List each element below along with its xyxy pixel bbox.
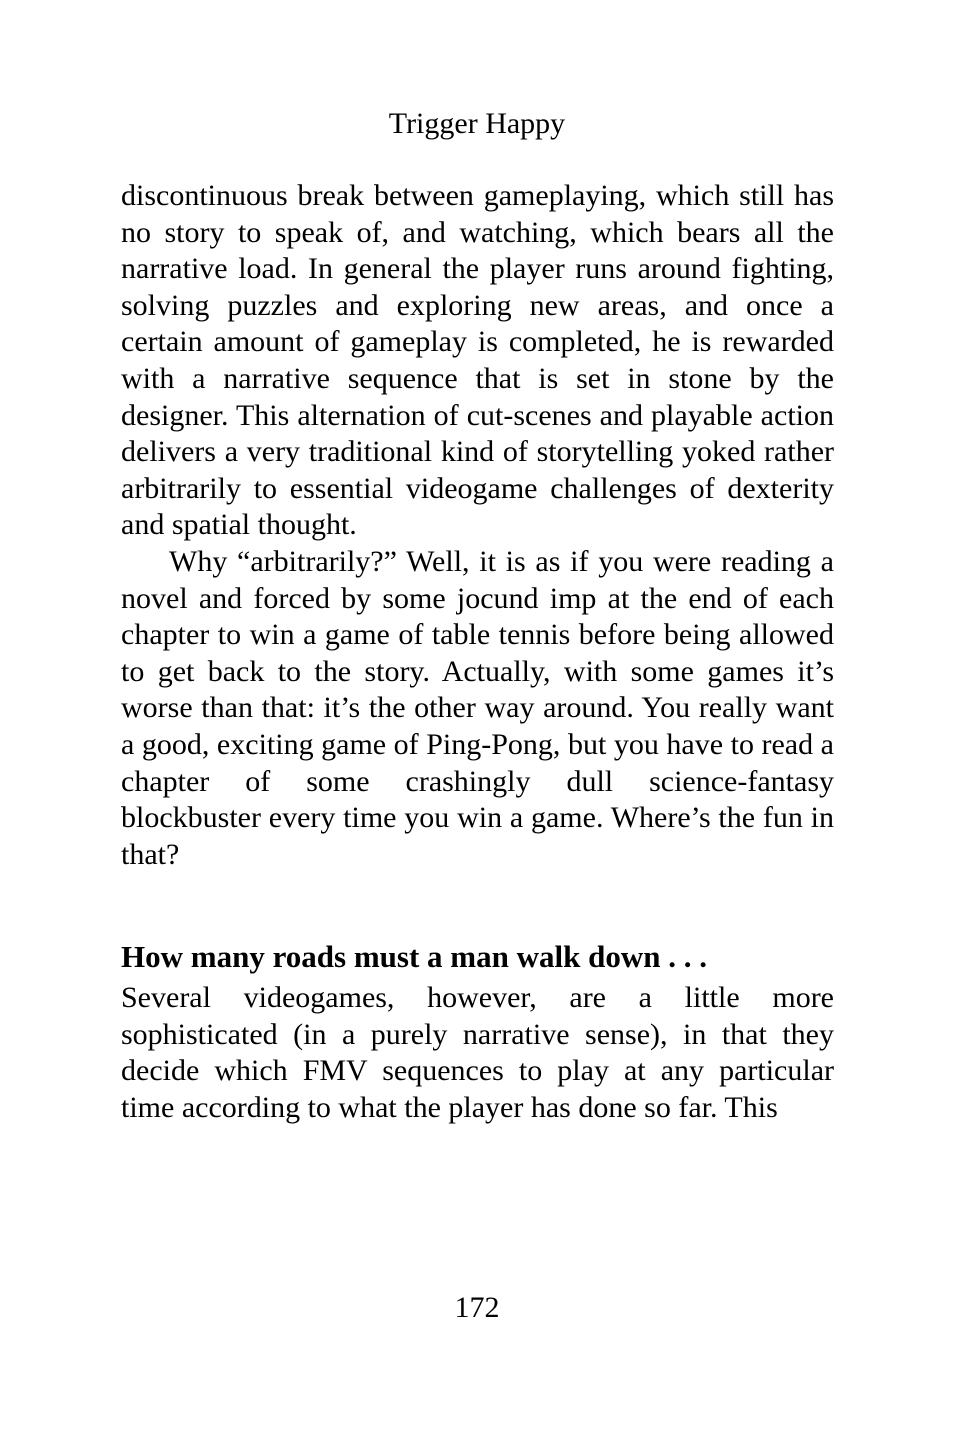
body-text	[121, 178, 834, 1127]
paragraph-fmv-sequences: Several videogames, however, are a little more sophisticated (in a purely narrative sense), in that they decide which FMV sequences to play at any particular time according to what the player has done so far. This	[121, 981, 834, 1125]
section-heading: How many roads must a man walk down . . .	[121, 939, 707, 975]
running-head-title: Trigger Happy	[388, 107, 566, 140]
paragraph-arbitrarily: Why “arbitrarily?” Well, it is as if you were reading a novel and forced by some jocund imp at the end of each chapter to win a game of table tennis before being allowed to get back to the story. Actually, with some games it’s worse than that: it’s the other way around. You really want a good, exciting game of Ping-Pong, but you have to read a chapter of some crashingly dull science-fantasy blockbuster every time you win a game. Where’s the fun in that?	[121, 544, 834, 871]
paragraph-continued: discontinuous break between gameplaying, which still has no story to speak of, and watching, which bears all the narrative load. In general the player runs around fighting, solving puzzles and exploring new areas, and once a certain amount of gameplay is completed, he is rewarded with a narrative sequence that is set in stone by the designer. This alternation of cut-scenes and playable action delivers a very traditional kind of storytelling yoked rather arbitrarily to essential videogame challenges of dexterity and spatial thought.	[121, 179, 834, 542]
page-number: 172	[454, 1291, 500, 1324]
